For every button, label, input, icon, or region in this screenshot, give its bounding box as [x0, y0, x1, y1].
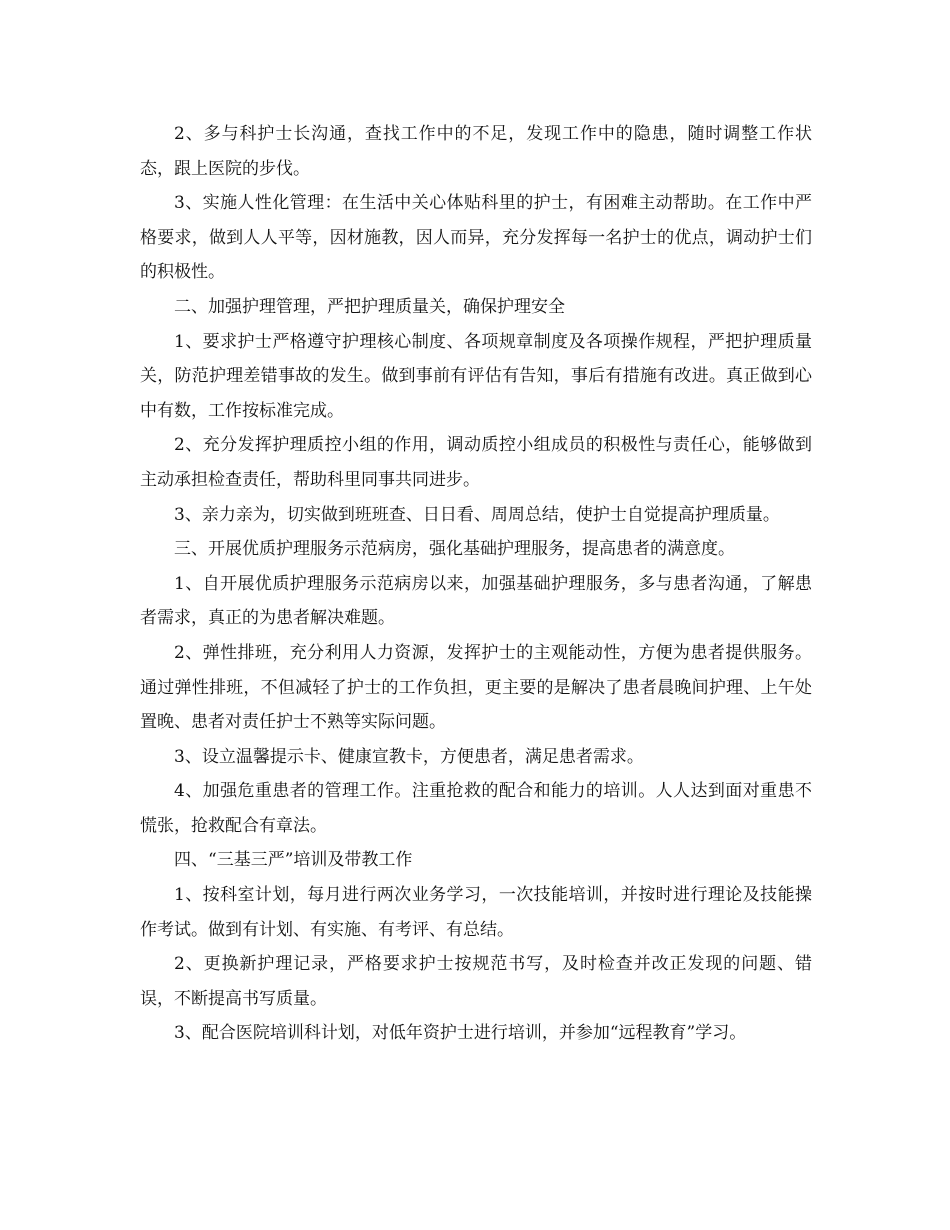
section-heading-4: 四、“三基三严”培训及带教工作	[174, 850, 413, 871]
section-heading-3: 三、开展优质护理服务示范病房，强化基础护理服务，提高患者的满意度。	[174, 539, 735, 560]
paragraph-11: 2、更换新护理记录，严格要求护士按规范书写，及时检查并改正发现的问题、错误，不断提高书写质量。	[140, 954, 812, 1009]
paragraph-1: 2、多与科护士长沟通，查找工作中的不足，发现工作中的隐患，随时调整工作状态，跟上医院的步伐。	[140, 124, 812, 179]
paragraph-12: 3、配合医院培训科计划，对低年资护士进行培训，并参加“远程教育”学习。	[174, 1023, 747, 1044]
paragraph-7: 2、弹性排班，充分利用人力资源，发挥护士的主观能动性，方便为患者提供服务。通过弹性排班，不但减轻了护士的工作负担，更主要的是解决了患者晨晚间护理、上午处置晚、患者对责任护士不熟等实际问题。	[140, 642, 812, 733]
paragraph-10: 1、按科室计划，每月进行两次业务学习，一次技能培训，并按时进行理论及技能操作考试。做到有计划、有实施、有考评、有总结。	[140, 885, 812, 940]
section-heading-2: 二、加强护理管理，严把护理质量关，确保护理安全	[174, 296, 565, 317]
paragraph-3: 1、要求护士严格遵守护理核心制度、各项规章制度及各项操作规程，严把护理质量关，防范护理差错事故的发生。做到事前有评估有告知，事后有措施有改进。真正做到心中有数，工作按标准完成。	[140, 331, 812, 421]
paragraph-5: 3、亲力亲为，切实做到班班查、日日看、周周总结，使护士自觉提高护理质量。	[174, 504, 780, 525]
paragraph-4: 2、充分发挥护理质控小组的作用，调动质控小组成员的积极性与责任心，能够做到主动承担检查责任，帮助科里同事共同进步。	[140, 435, 812, 490]
paragraph-9: 4、加强危重患者的管理工作。注重抢救的配合和能力的培训。人人达到面对重患不慌张，抢救配合有章法。	[140, 781, 812, 836]
document-body	[140, 117, 812, 1051]
paragraph-8: 3、设立温馨提示卡、健康宣教卡，方便患者，满足患者需求。	[174, 746, 644, 767]
paragraph-2: 3、实施人性化管理：在生活中关心体贴科里的护士，有困难主动帮助。在工作中严格要求，做到人人平等，因材施教，因人而异，充分发挥每一名护士的优点，调动护士们的积极性。	[140, 193, 812, 283]
paragraph-6: 1、自开展优质护理服务示范病房以来，加强基础护理服务，多与患者沟通，了解患者需求，真正的为患者解决难题。	[140, 573, 812, 629]
